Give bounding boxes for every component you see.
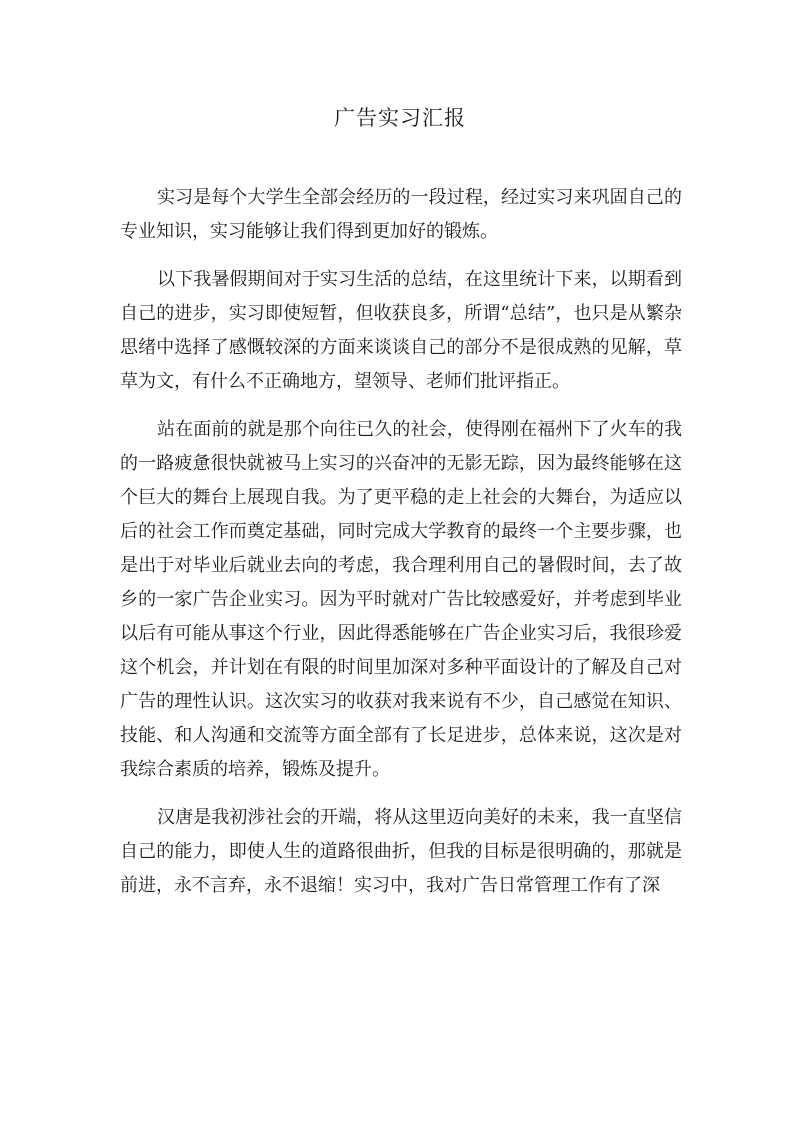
paragraph-1: 实习是每个大学生全部会经历的一段过程，经过实习来巩固自己的专业知识，实习能够让我们得到更加好的锻炼。: [120, 187, 682, 242]
paragraph-2: 以下我暑假期间对于实习生活的总结，在这里统计下来，以期看到自己的进步，实习即使短暂，但收获良多，所谓“总结”，也只是从繁杂思绪中选择了感慨较深的方面来谈谈自己的部分不是很成熟的见解，草草为文，有什么不正确地方，望领导、老师们批评指正。: [120, 269, 682, 392]
document-title: 广告实习汇报: [334, 106, 466, 130]
paragraph-3: 站在面前的就是那个向往已久的社会，使得刚在福州下了火车的我的一路疲惫很快就被马上实习的兴奋冲的无影无踪，因为最终能够在这个巨大的舞台上展现自我。为了更平稳的走上社会的大舞台，为适应以后的社会工作而奠定基础，同时完成大学教育的最终一个主要步骤，也是出于对毕业后就业去向的考虑，我合理利用自己的暑假时间，去了故乡的一家广告企业实习。因为平时就对广告比较感爱好，并考虑到毕业以后有可能从事这个行业，因此得悉能够在广告企业实习后，我很珍爱这个机会，并计划在有限的时间里加深对多种平面设计的了解及自己对广告的理性认识。这次实习的收获对我来说有不少，自己感觉在知识、技能、和人沟通和交流等方面全部有了长足进步，总体来说，这次是对我综合素质的培养，锻炼及提升。: [120, 419, 682, 780]
paragraph-4: 汉唐是我初涉社会的开端，将从这里迈向美好的未来，我一直坚信自己的能力，即使人生的道路很曲折，但我的目标是很明确的，那就是前进，永不言弃，永不退缩！实习中，我对广告日常管理工作有了深: [120, 807, 682, 896]
document-body: [120, 181, 682, 917]
